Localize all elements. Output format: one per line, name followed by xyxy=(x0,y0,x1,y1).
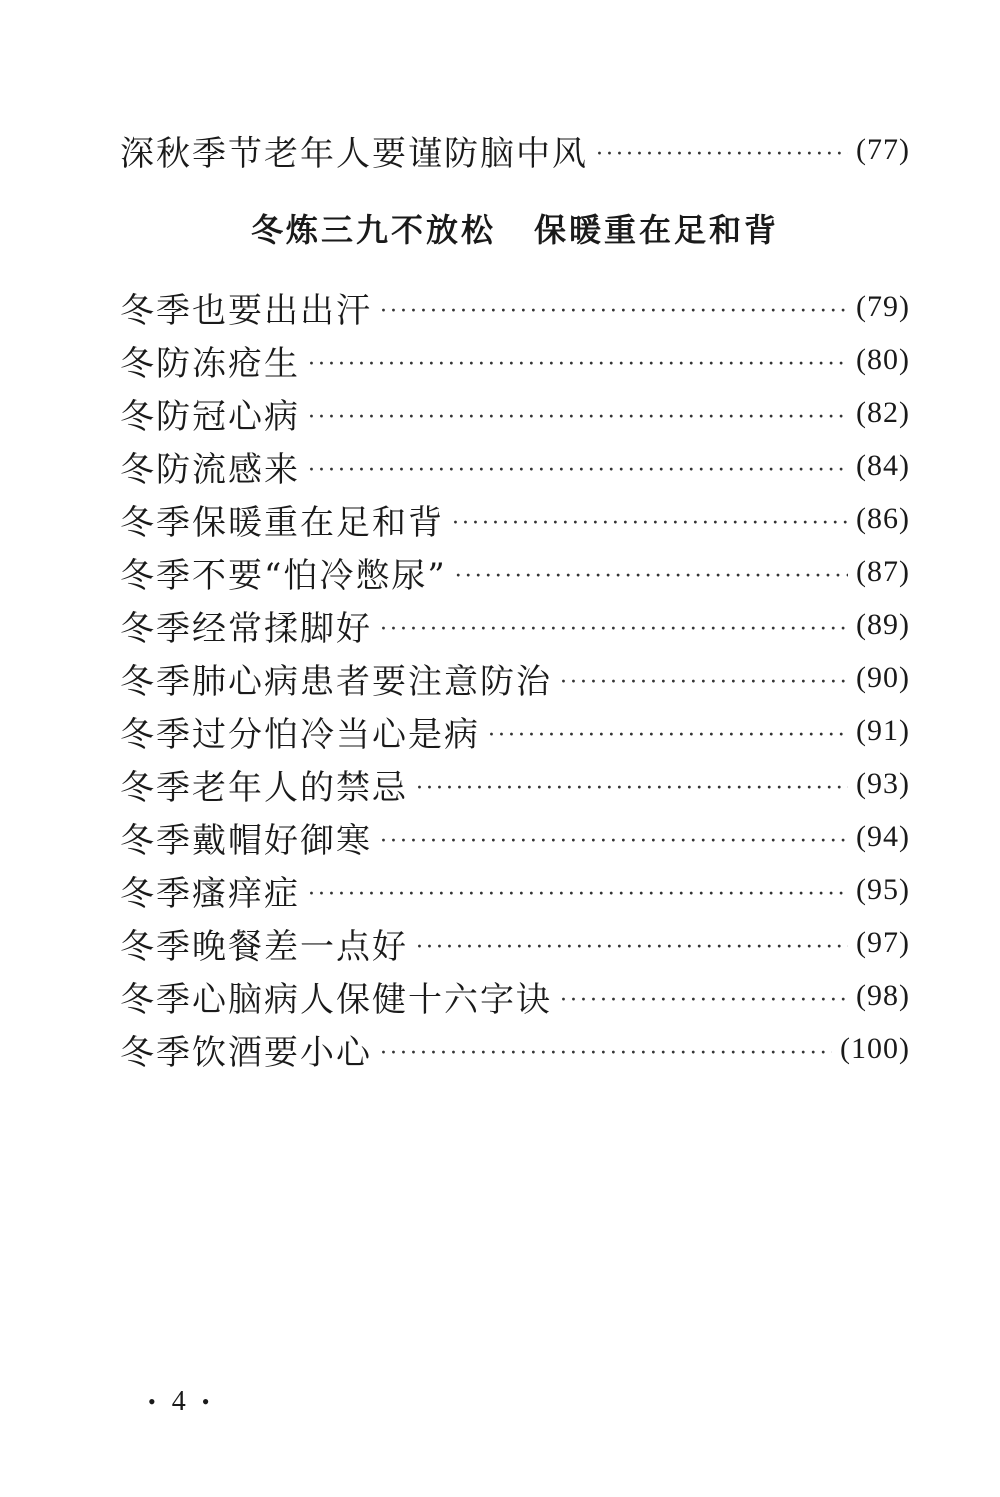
section-heading-right: 保暖重在足和背 xyxy=(534,211,780,249)
dot-leader xyxy=(488,723,848,748)
entry-title: 冬季瘙痒症 xyxy=(120,873,300,914)
footer-page-number: 4 xyxy=(171,1386,186,1417)
entry-page-number: (80) xyxy=(856,343,910,376)
dot-leader xyxy=(380,299,848,324)
dot-leader xyxy=(308,352,848,377)
entry-title: 冬季肺心病患者要注意防治 xyxy=(120,661,552,702)
entry-page-number: (77) xyxy=(856,133,910,166)
entry-page-number: (95) xyxy=(856,873,910,906)
page-footer xyxy=(148,1386,209,1418)
toc-entry[interactable] xyxy=(120,1024,910,1074)
footer-bullet-left: • xyxy=(148,1389,156,1414)
dot-leader xyxy=(380,829,848,854)
entry-page-number: (86) xyxy=(856,502,910,535)
entry-page-number: (94) xyxy=(856,820,910,853)
entry-page-number: (87) xyxy=(856,555,910,588)
entry-page-number: (90) xyxy=(856,661,910,694)
toc-entry[interactable] xyxy=(120,918,910,968)
entry-page-number: (84) xyxy=(856,449,910,482)
toc-entry[interactable] xyxy=(120,706,910,756)
dot-leader xyxy=(596,142,848,167)
toc-entry[interactable] xyxy=(120,812,910,862)
toc-entry[interactable] xyxy=(120,441,910,491)
toc-entry[interactable] xyxy=(120,600,910,650)
dot-leader xyxy=(308,458,848,483)
entry-page-number: (97) xyxy=(856,926,910,959)
entry-page-number: (79) xyxy=(856,290,910,323)
toc-entry[interactable] xyxy=(120,971,910,1021)
dot-leader xyxy=(452,511,848,536)
entry-title: 冬防冠心病 xyxy=(120,396,300,437)
entry-title: 冬季老年人的禁忌 xyxy=(120,767,408,808)
dot-leader xyxy=(416,776,848,801)
toc-entry[interactable] xyxy=(120,494,910,544)
dot-leader xyxy=(560,988,848,1013)
entry-page-number: (82) xyxy=(856,396,910,429)
toc-entry[interactable] xyxy=(120,335,910,385)
entry-page-number: (89) xyxy=(856,608,910,641)
entry-title: 冬季也要出出汗 xyxy=(120,290,372,331)
dot-leader xyxy=(308,405,848,430)
dot-leader xyxy=(380,617,848,642)
entry-page-number: (93) xyxy=(856,767,910,800)
toc-entry[interactable] xyxy=(120,547,910,597)
entry-title: 冬防流感来 xyxy=(120,449,300,490)
toc-entry[interactable] xyxy=(120,865,910,915)
toc-entry[interactable] xyxy=(120,282,910,332)
entry-title: 冬季饮酒要小心 xyxy=(120,1032,372,1073)
entry-title: 冬季经常揉脚好 xyxy=(120,608,372,649)
dot-leader xyxy=(416,935,848,960)
entry-title: 冬季过分怕冷当心是病 xyxy=(120,714,480,755)
toc-entry[interactable] xyxy=(120,388,910,438)
entry-page-number: (91) xyxy=(856,714,910,747)
dot-leader xyxy=(560,670,848,695)
toc-entry[interactable] xyxy=(120,125,910,175)
dot-leader xyxy=(380,1041,832,1066)
footer-bullet-right: • xyxy=(201,1389,210,1414)
entry-page-number: (98) xyxy=(856,979,910,1012)
entry-title: 冬季晚餐差一点好 xyxy=(120,926,408,967)
entry-title: 冬防冻疮生 xyxy=(120,343,300,384)
toc-entry[interactable] xyxy=(120,653,910,703)
entry-page-number: (100) xyxy=(840,1032,910,1065)
entry-title: 冬季戴帽好御寒 xyxy=(120,820,372,861)
section-heading-left: 冬炼三九不放松 xyxy=(250,211,496,249)
dot-leader xyxy=(455,564,848,589)
entry-title: 冬季心脑病人保健十六字诀 xyxy=(120,979,552,1020)
entry-title: 冬季不要“怕冷憋尿” xyxy=(120,555,447,596)
toc-entry[interactable] xyxy=(120,759,910,809)
entry-title: 深秋季节老年人要谨防脑中风 xyxy=(120,133,588,174)
entry-title: 冬季保暖重在足和背 xyxy=(120,502,444,543)
section-heading xyxy=(0,205,1000,251)
dot-leader xyxy=(308,882,848,907)
